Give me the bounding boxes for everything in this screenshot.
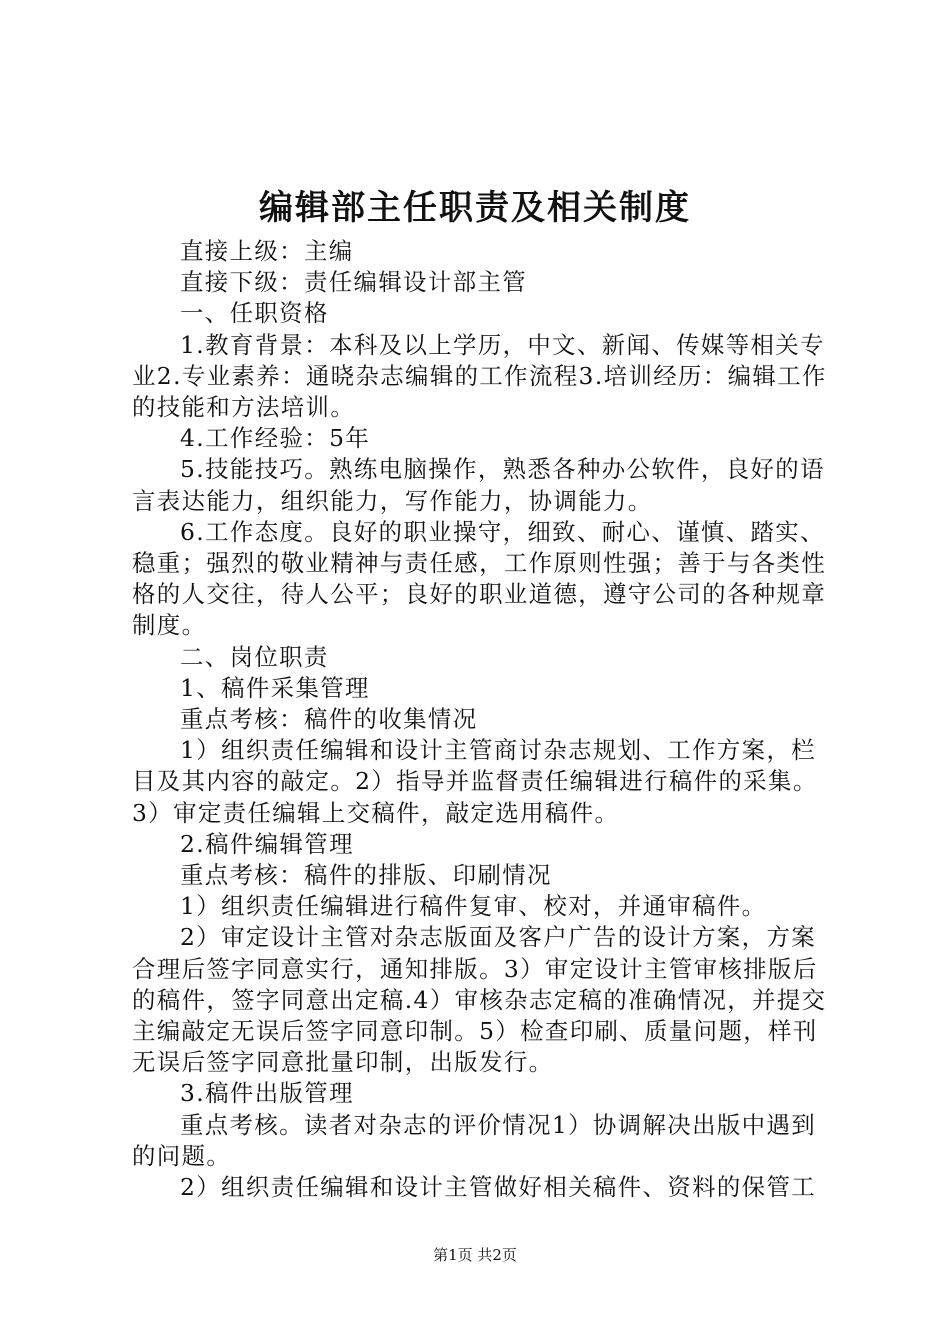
page-footer: 第1页 共2页 bbox=[433, 1246, 517, 1264]
document-body bbox=[132, 236, 832, 1203]
subheading-manuscript-collection: 1、稿件采集管理 bbox=[180, 673, 370, 702]
assessment-publishing: 重点考核。读者对杂志的评价情况1）协调解决出版中遇到的问题。 bbox=[132, 1110, 817, 1170]
subheading-manuscript-editing: 2.稿件编辑管理 bbox=[180, 829, 354, 858]
paragraph-collection-tasks: 1）组织责任编辑和设计主管商讨杂志规划、工作方案，栏目及其内容的敲定。2）指导并监督责任编辑进行稿件的采集。3）审定责任编辑上交稿件，敲定选用稿件。 bbox=[132, 736, 818, 827]
paragraph-education: 1.教育背景：本科及以上学历，中文、新闻、传媒等相关专业2.专业素养：通晓杂志编辑的工作流程3.培训经历：编辑工作的技能和方法培训。 bbox=[132, 330, 827, 422]
paragraph-publishing-task-2: 2）组织责任编辑和设计主管做好相关稿件、资料的保管工 bbox=[180, 1173, 817, 1202]
paragraph-superior: 直接上级：主编 bbox=[180, 237, 354, 265]
document-title: 编辑部主任职责及相关制度 bbox=[259, 188, 691, 228]
assessment-editing: 重点考核：稿件的排版、印刷情况 bbox=[180, 861, 552, 890]
paragraph-skills: 5.技能技巧。熟练电脑操作，熟悉各种办公软件，良好的语言表达能力，组织能力，写作能力，协调能力。 bbox=[132, 455, 825, 515]
paragraph-attitude: 6.工作态度。良好的职业操守，细致、耐心、谨慎、踏实、稳重；强烈的敬业精神与责任感，工作原则性强；善于与各类性格的人交往，待人公平；良好的职业道德，遵守公司的各种规章制度。 bbox=[132, 517, 827, 640]
subheading-manuscript-publishing: 3.稿件出版管理 bbox=[180, 1079, 354, 1108]
paragraph-editing-task-1: 1）组织责任编辑进行稿件复审、校对，并通审稿件。 bbox=[180, 892, 767, 921]
section-heading-duties: 二、岗位职责 bbox=[180, 642, 329, 671]
paragraph-subordinate: 直接下级：责任编辑设计部主管 bbox=[180, 268, 528, 297]
assessment-collection: 重点考核：稿件的收集情况 bbox=[180, 705, 478, 734]
paragraph-editing-tasks: 2）审定设计主管对杂志版面及客户广告的设计方案，方案合理后签字同意实行，通知排版。3）审定设计主管审核排版后的稿件，签字同意出定稿.4）审核杂志定稿的准确情况，并提交主编敲定无误后签字同意印制。5）检查印刷、质量问题，样刊无误后签字同意批量印制，出版发行。 bbox=[132, 923, 827, 1077]
section-heading-qualifications: 一、任职资格 bbox=[180, 299, 329, 328]
paragraph-experience: 4.工作经验：5年 bbox=[180, 424, 371, 453]
